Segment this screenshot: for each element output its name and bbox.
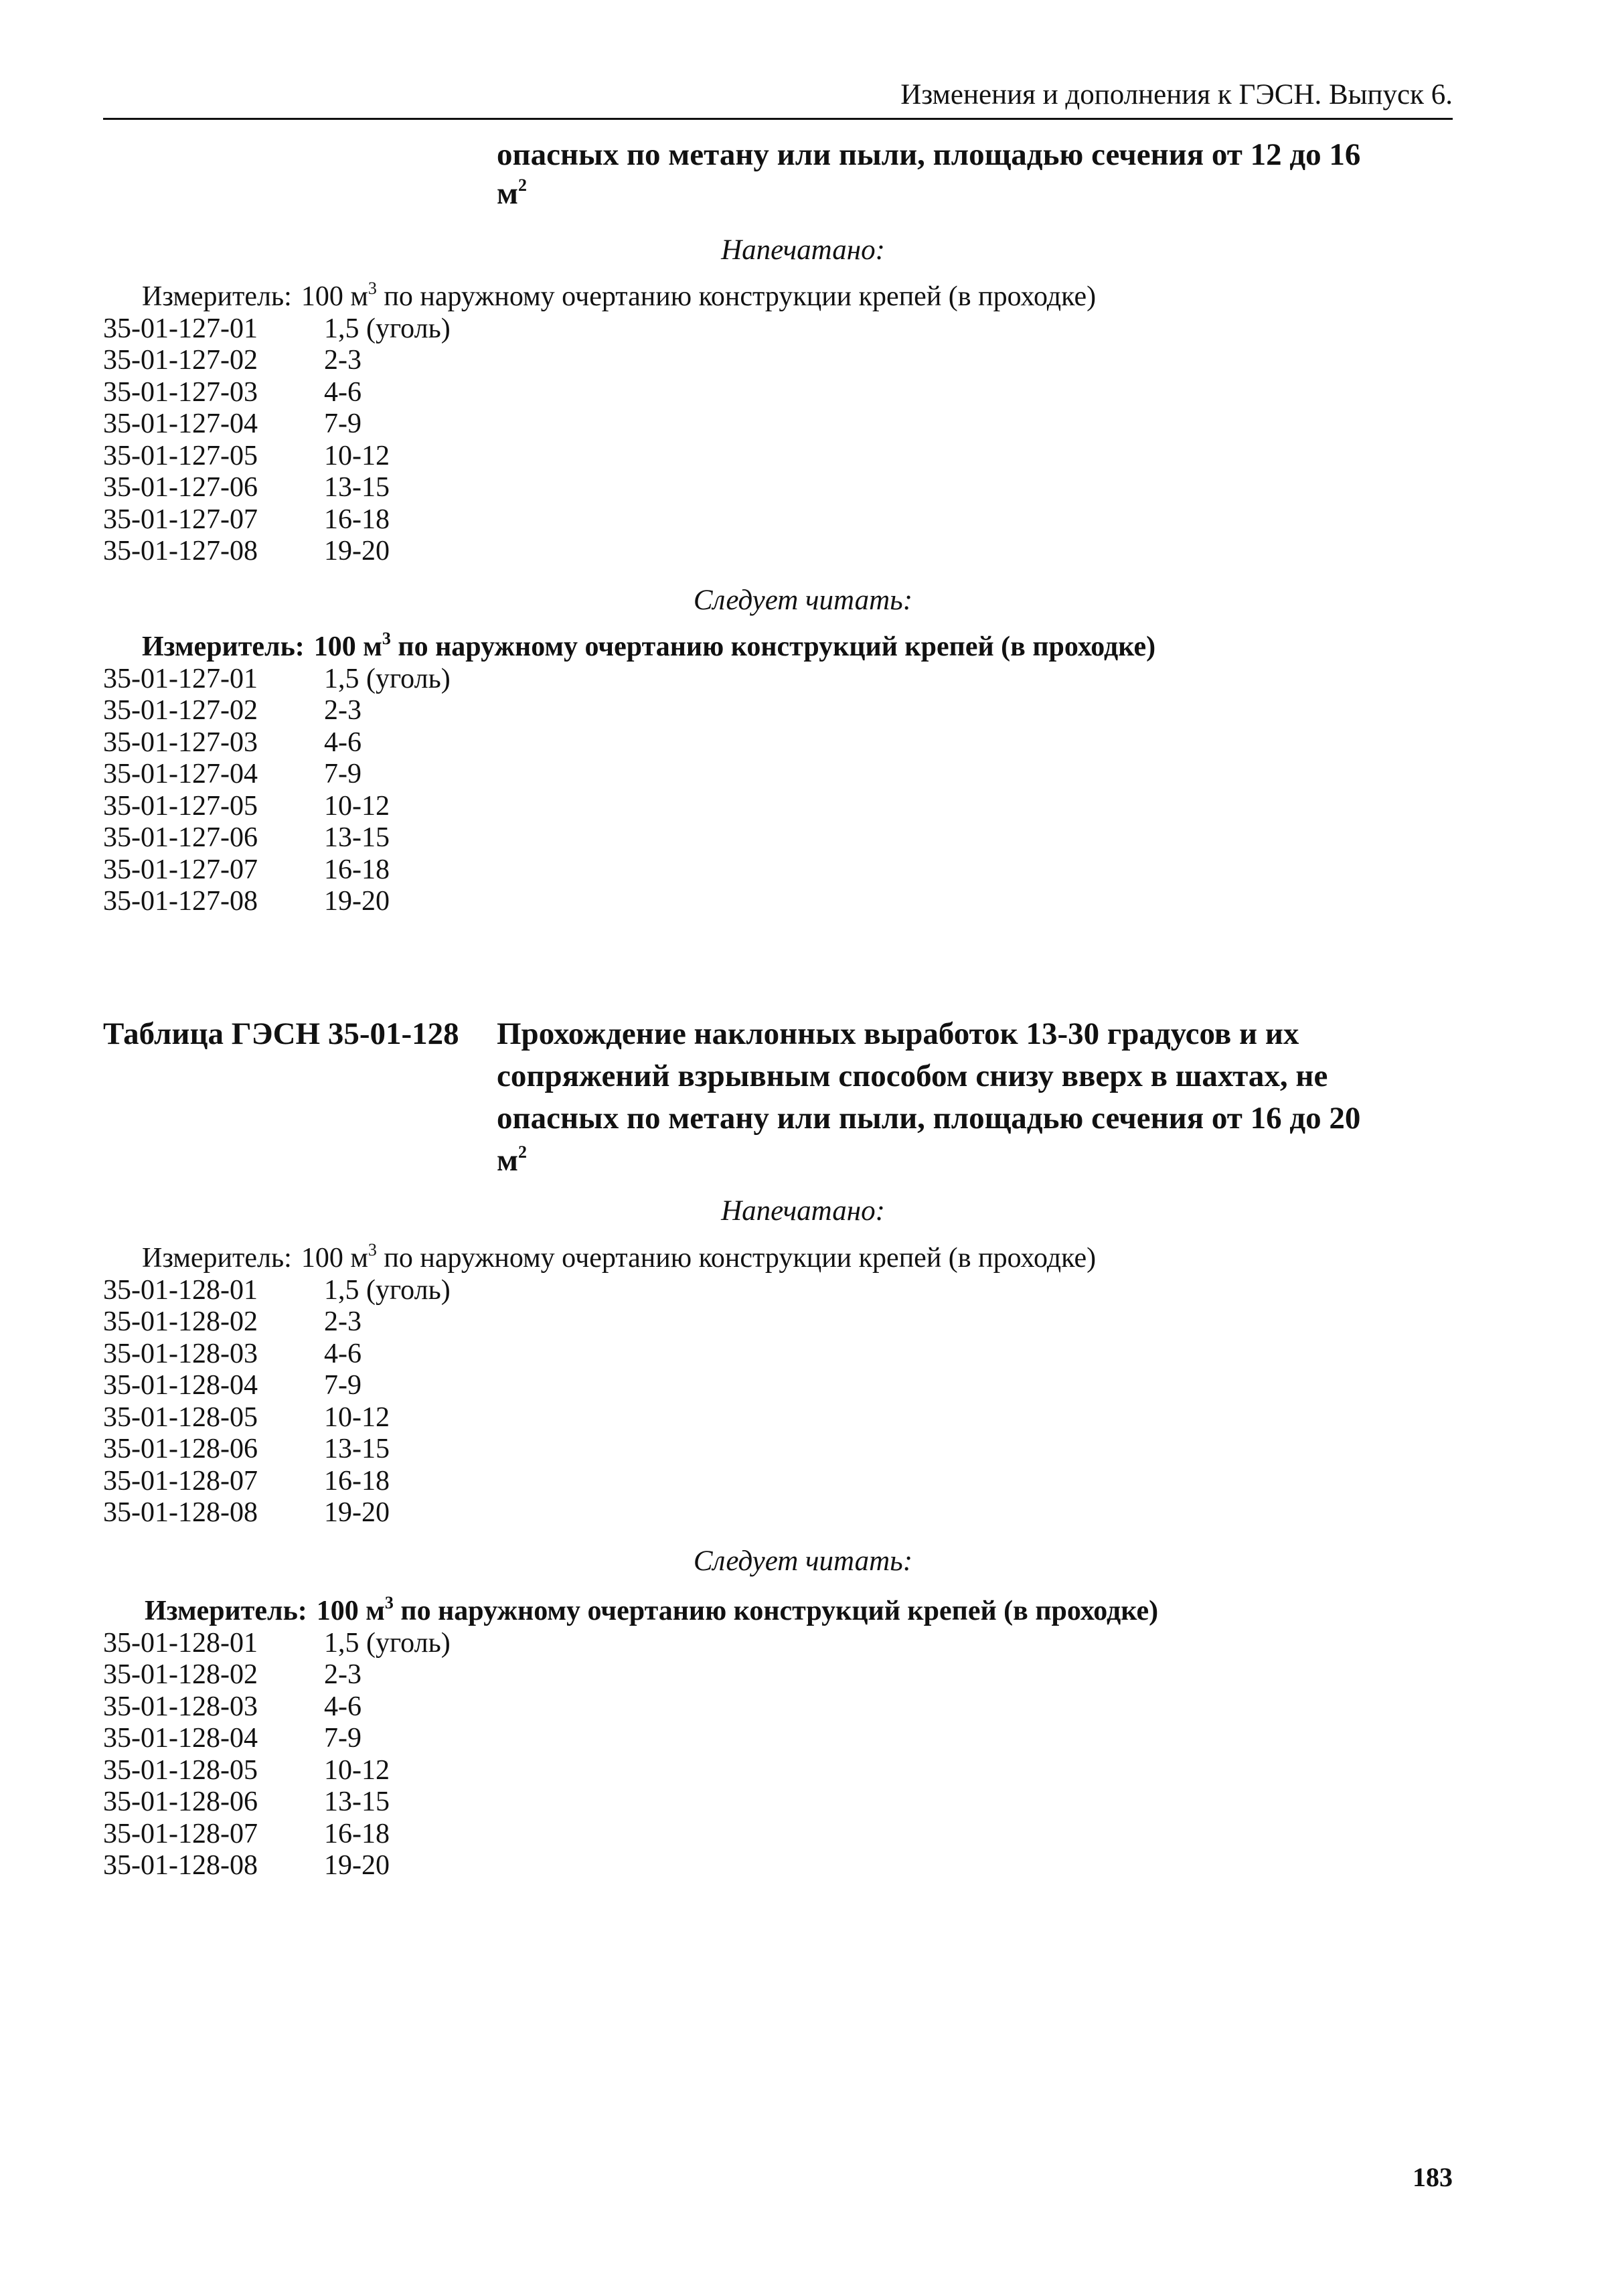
measure-qty: 100 м (301, 1243, 368, 1274)
measure-qty: 100 м (313, 631, 382, 662)
rate-row (103, 441, 1096, 473)
rate-value: 16-18 (324, 1465, 390, 1497)
rate-value: 1,5 (уголь) (324, 313, 451, 344)
rate-code: 35-01-128-04 (103, 1723, 258, 1754)
rate-row (103, 377, 1096, 409)
rate-row (103, 822, 1155, 854)
rate-code: 35-01-128-02 (103, 1659, 258, 1690)
rate-value: 13-15 (324, 472, 390, 503)
header-divider (103, 118, 1453, 120)
rate-value: 4-6 (324, 1691, 362, 1722)
rate-row (103, 1755, 1158, 1787)
printed-label-1: Напечатано: (721, 234, 885, 266)
rate-row (103, 1402, 1096, 1434)
rate-value: 19-20 (324, 1850, 390, 1881)
measure-label: Измеритель: (142, 1243, 292, 1274)
corrected-label-1: Следует читать: (693, 585, 913, 616)
rate-row (103, 1691, 1158, 1724)
table-title-body (497, 1013, 1434, 1182)
continued-table-title (497, 135, 1434, 213)
running-header: Изменения и дополнения к ГЭСН. Выпуск 6. (900, 79, 1453, 110)
rate-row (103, 1497, 1096, 1529)
rate-code: 35-01-128-05 (103, 1754, 258, 1786)
continued-title-line: опасных по метану или пыли, площадью сечения от 12 до 16 (497, 137, 1361, 172)
rate-code: 35-01-128-07 (103, 1818, 258, 1849)
rate-value: 7-9 (324, 759, 362, 789)
measure-description: по наружному очертанию конструкции крепей (в проходке) (376, 281, 1097, 312)
measure-qty: 100 м (301, 281, 368, 312)
printed-block-1 (103, 281, 1096, 568)
table-title-unit: м (497, 1143, 519, 1178)
measure-exponent: 3 (384, 1593, 394, 1612)
rate-row (103, 759, 1155, 791)
table-title-text: Прохождение наклонных выработок 13-30 градусов и их сопряжений взрывным способом снизу вверх в шахтах, не опасных по метану или пыли, площадью сечения от 16 до 20 (497, 1016, 1361, 1136)
rate-value: 19-20 (324, 1497, 390, 1528)
measure-row (103, 631, 1155, 664)
rate-code: 35-01-127-06 (103, 472, 258, 503)
table-title-exponent: 2 (518, 1142, 528, 1162)
rate-value: 2-3 (324, 1306, 362, 1337)
rate-code: 35-01-128-06 (103, 1786, 258, 1817)
corrected-label-2: Следует читать: (693, 1545, 913, 1577)
printed-label-2: Напечатано: (721, 1195, 885, 1227)
rate-value: 4-6 (324, 1338, 362, 1369)
rate-row (103, 1659, 1158, 1691)
rate-code: 35-01-127-05 (103, 440, 258, 471)
corrected-block-1 (103, 631, 1155, 918)
measure-value (301, 1240, 1097, 1275)
continued-title-unit: м (497, 176, 519, 211)
rate-value: 7-9 (324, 1723, 362, 1754)
measure-value (314, 631, 1155, 664)
rate-row (103, 1306, 1096, 1338)
rate-code: 35-01-128-01 (103, 1274, 258, 1306)
rate-row (103, 472, 1096, 504)
measure-description: по наружному очертанию конструкций крепей (в проходке) (393, 1596, 1159, 1626)
rate-value: 10-12 (324, 1401, 390, 1433)
rate-code: 35-01-128-05 (103, 1401, 258, 1433)
rate-code: 35-01-128-08 (103, 1850, 258, 1881)
rate-code: 35-01-128-01 (103, 1627, 258, 1659)
rate-code: 35-01-127-08 (103, 886, 258, 917)
rate-value: 2-3 (324, 345, 362, 376)
rate-row (103, 536, 1096, 568)
printed-block-2 (103, 1240, 1097, 1529)
rate-row (103, 1850, 1158, 1882)
rate-row (103, 1338, 1096, 1371)
rate-code: 35-01-127-04 (103, 759, 258, 789)
rate-value: 1,5 (уголь) (324, 1627, 451, 1659)
rate-value: 10-12 (324, 790, 390, 822)
rate-rows (103, 664, 1155, 918)
rate-row (103, 1370, 1096, 1402)
rate-code: 35-01-127-07 (103, 504, 258, 535)
rate-code: 35-01-127-07 (103, 854, 258, 885)
rate-code: 35-01-128-02 (103, 1306, 258, 1337)
rate-code: 35-01-128-03 (103, 1338, 258, 1369)
rate-row (103, 1819, 1158, 1851)
measure-label: Измеритель: (142, 631, 305, 662)
rate-value: 2-3 (324, 1659, 362, 1690)
page-number: 183 (1413, 2162, 1453, 2192)
rate-value: 2-3 (324, 695, 362, 726)
measure-value (301, 281, 1096, 313)
rate-row (103, 854, 1155, 887)
measure-label: Измеритель: (142, 281, 292, 312)
rate-value: 7-9 (324, 1370, 362, 1401)
rate-code: 35-01-127-05 (103, 790, 258, 822)
rate-value: 13-15 (324, 1786, 390, 1817)
rate-code: 35-01-127-02 (103, 695, 258, 726)
rate-value: 16-18 (324, 854, 390, 885)
rate-value: 19-20 (324, 886, 390, 917)
measure-exponent: 3 (382, 629, 391, 648)
rate-row (103, 695, 1155, 727)
measure-row (103, 1593, 1159, 1628)
rate-value: 13-15 (324, 1434, 390, 1464)
rate-row (103, 664, 1155, 696)
rate-rows (103, 313, 1096, 568)
measure-exponent: 3 (368, 1240, 377, 1259)
measure-qty: 100 м (316, 1596, 385, 1626)
table-title-prefix: Таблица ГЭСН 35-01-128 (103, 1016, 459, 1051)
rate-code: 35-01-128-08 (103, 1497, 258, 1528)
rate-rows (103, 1628, 1158, 1882)
measure-description: по наружному очертанию конструкции крепей (в проходке) (376, 1243, 1097, 1274)
rate-row (103, 1786, 1158, 1819)
measure-label: Измеритель: (145, 1596, 307, 1626)
rate-code: 35-01-127-03 (103, 726, 258, 758)
continued-title-unit-line (497, 174, 1434, 213)
rate-row (103, 313, 1096, 346)
measure-row (103, 1240, 1097, 1275)
rate-code: 35-01-127-08 (103, 536, 258, 566)
rate-code: 35-01-128-06 (103, 1434, 258, 1464)
rate-row (103, 504, 1096, 536)
rate-code: 35-01-128-03 (103, 1691, 258, 1722)
rate-row (103, 1434, 1096, 1466)
rate-row (103, 1275, 1096, 1307)
rate-value: 10-12 (324, 1754, 390, 1786)
rate-row (103, 1628, 1158, 1660)
rate-code: 35-01-127-01 (103, 313, 258, 344)
rate-row (103, 1466, 1096, 1498)
rate-value: 16-18 (324, 1818, 390, 1849)
rate-code: 35-01-128-04 (103, 1370, 258, 1401)
rate-value: 4-6 (324, 726, 362, 758)
rate-code: 35-01-127-01 (103, 663, 258, 694)
rate-code: 35-01-128-07 (103, 1465, 258, 1497)
rate-rows (103, 1275, 1096, 1529)
corrected-block-2 (103, 1593, 1159, 1882)
rate-row (103, 408, 1096, 441)
rate-value: 1,5 (уголь) (324, 663, 451, 694)
rate-value: 19-20 (324, 536, 390, 566)
rate-code: 35-01-127-02 (103, 345, 258, 376)
rate-row (103, 727, 1155, 759)
rate-row (103, 345, 1096, 377)
continued-title-exponent: 2 (518, 175, 528, 196)
measure-description: по наружному очертанию конструкций крепей (в проходке) (390, 631, 1156, 662)
rate-code: 35-01-127-04 (103, 408, 258, 439)
table-title (103, 1013, 1442, 1182)
rate-row (103, 1723, 1158, 1755)
rate-code: 35-01-127-06 (103, 822, 258, 853)
rate-row (103, 791, 1155, 823)
rate-value: 1,5 (уголь) (324, 1274, 451, 1306)
rate-value: 10-12 (324, 440, 390, 471)
rate-value: 7-9 (324, 408, 362, 439)
rate-value: 16-18 (324, 504, 390, 535)
rate-value: 4-6 (324, 376, 362, 408)
rate-value: 13-15 (324, 822, 390, 853)
rate-row (103, 886, 1155, 918)
rate-code: 35-01-127-03 (103, 376, 258, 408)
measure-row (103, 281, 1096, 313)
measure-value (316, 1593, 1159, 1628)
measure-exponent: 3 (368, 279, 377, 298)
